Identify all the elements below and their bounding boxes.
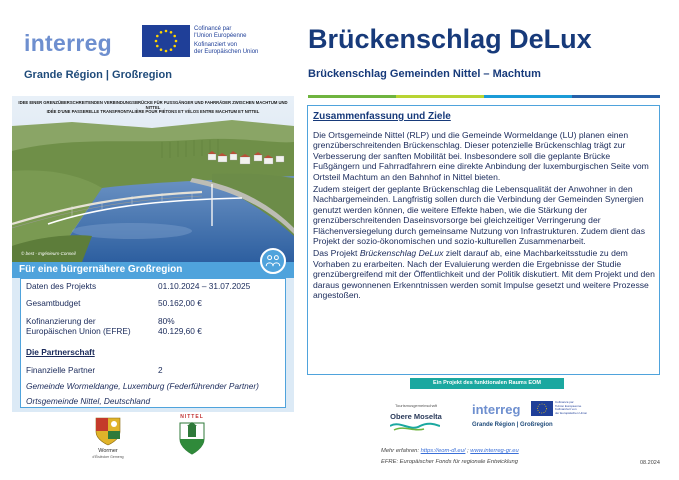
eom-link[interactable]: https://eom-dl.eu/ xyxy=(420,448,466,454)
link-separator: ; xyxy=(465,448,471,454)
partner-logos xyxy=(56,412,242,462)
page-title: Brückenschlag DeLux xyxy=(308,24,592,54)
moseltal-wave-icon xyxy=(390,420,440,432)
summary-box xyxy=(307,105,660,375)
summary-body xyxy=(313,130,657,303)
row-label: Finanzielle Partner xyxy=(26,365,96,375)
wormer-sub-label: d'Éislécker Gemeng xyxy=(92,455,124,459)
project-name-emphasis: Brückenschlag DeLux xyxy=(359,248,444,259)
project-info-box xyxy=(20,278,286,408)
summary-paragraph xyxy=(313,248,657,300)
eom-band xyxy=(410,378,564,389)
row-label: Daten des Projekts xyxy=(26,281,97,291)
color-bar-segment xyxy=(484,95,572,98)
row-value: 80% xyxy=(158,316,175,326)
interreg-link[interactable]: www.interreg-gr.eu xyxy=(470,448,519,454)
more-info-line xyxy=(381,448,519,454)
date-label: 08.2024 xyxy=(640,460,660,466)
page-subtitle: Brückenschlag Gemeinden Nittel – Machtum xyxy=(308,68,541,80)
interreg-logo: interreg xyxy=(24,30,113,56)
partnership-heading: Die Partnerschaft xyxy=(26,347,95,357)
facts-band xyxy=(12,262,294,278)
text-span: Das Projekt xyxy=(313,248,360,259)
funding-logos xyxy=(376,389,593,441)
nittel-crest-icon xyxy=(178,421,206,455)
partner-lead: Gemeinde Wormeldange, Luxemburg (Federführender Partner) xyxy=(26,381,259,391)
eom-label: Ein Projekt des funktionalen Raums EOM xyxy=(433,379,541,386)
row-value: 01.10.2024 – 31.07.2025 xyxy=(158,281,251,291)
project-dates-row xyxy=(26,281,251,291)
row-label: Gesamtbudget xyxy=(26,298,81,308)
efre-row xyxy=(26,326,202,336)
summary-title: Zusammenfassung und Ziele xyxy=(313,111,451,122)
row-label: Kofinanzierung der xyxy=(26,316,96,326)
row-label: Europäischen Union (EFRE) xyxy=(26,326,131,336)
cofinancing-row xyxy=(26,316,175,326)
photo-credit: © best - Ingénieurs-Conseil xyxy=(21,251,76,256)
bridge-visualization-photo xyxy=(12,96,294,262)
color-bar-segment xyxy=(308,95,396,98)
people-icon xyxy=(260,248,286,274)
eu-flag-icon xyxy=(142,25,190,57)
efre-note: EFRE: Europäischer Fonds für regionale Entwicklung xyxy=(381,459,518,465)
text-span: zielt darauf ab, eine Machbarkeitsstudie zu dem Vorhaben zu erarbeiten. Nach der Evaluierung werden die Ergebnisse der Studie grenzübergreifend mit der Öffentlichkeit und der Politik diskutiert. Mit dem Projekt und den daraus gewonnenen Erkenntnissen werden somit Impulse gesetzt und weitere Prozesse angestoßen. xyxy=(313,248,655,301)
obere-moseltal-small-text: Tourismusgemeinschaft xyxy=(394,403,438,408)
interreg-small-logo: interreg xyxy=(472,402,521,417)
wormer-label: Wormer xyxy=(98,448,118,454)
budget-row xyxy=(26,298,202,308)
financial-partners-row xyxy=(26,365,163,375)
facts-band-title: Für eine bürgernähere Großregion xyxy=(19,264,183,275)
wormeldange-crest-icon xyxy=(94,416,122,446)
partner-second: Ortsgemeinde Nittel, Deutschland xyxy=(26,396,151,406)
row-value: 50.162,00 € xyxy=(158,298,202,308)
color-bar-segment xyxy=(396,95,484,98)
photo-caption-fr: IDÉE D'UNE PASSERELLE TRANSFRONTALIÈRE POUR PIÉTONS ET VÉLOS ENTRE MACHTUM ET NITTEL xyxy=(46,109,260,114)
obere-moseltal-logo: Obere Moselta xyxy=(390,412,442,421)
color-bar-segment xyxy=(572,95,660,98)
eu-small-text: Cofinancé par l'Union Européenne Kofinanziert von der Europäischen Union xyxy=(555,400,588,415)
summary-paragraph: Zudem steigert der geplante Brückenschlag die Lebensqualität der Anwohner in den Nachbargemeinden. Langfristig sollen durch die Verbindung der Gemeinden Synergien genutzt werden können, die weitere Effekte haben, wie die Stärkung der grenzüberschreitenden Daseinsvorsorge bei gleichzeitiger Verringerung der Flächenversiegelung durch gemeinsame Nutzung von Infrastrukturen. Zudem dient das Projekt der sozio-ökonomischen und sozio-kulturellen Zusammenarbeit. xyxy=(313,184,645,247)
row-value: 2 xyxy=(158,365,163,375)
row-value: 40.129,60 € xyxy=(158,326,202,336)
eu-flag-small-icon xyxy=(531,401,553,416)
summary-paragraph: Die Ortsgemeinde Nittel (RLP) und die Gemeinde Wormeldange (LU) planen einen grenzüberschreitenden Brückenschlag. Dieser potenzielle Brückenschlag trägt zur Verbesserung der sanften Mobilität bei. Insbesondere soll die geplante Brücke Fußgängern und Fahrradfahrern eine direkte Anbindung der luxemburgischen Seite vom Ortsteil Machtum an den Bahnhof in Nittel bieten. xyxy=(313,130,649,182)
eu-cofinancing-text: Cofinancé par l'Union Européenne Kofinanziert von der Europäischen Union xyxy=(194,26,259,55)
more-info-prefix: Mehr erfahren: xyxy=(381,448,421,454)
color-divider xyxy=(308,95,660,98)
region-label: Grande Région | Großregion xyxy=(24,69,172,81)
photo-caption-de: IDEE EINER GRENZÜBERSCHREITENDEN VERBINDUNGSBRÜCKE FÜR FUSSGÄNGER UND FAHRRÄDER ZWISCHEN MACHTUM UND NITTEL xyxy=(18,100,288,110)
region-small-label: Grande Région | Großregion xyxy=(472,422,553,428)
nittel-label: NITTEL xyxy=(180,414,204,420)
